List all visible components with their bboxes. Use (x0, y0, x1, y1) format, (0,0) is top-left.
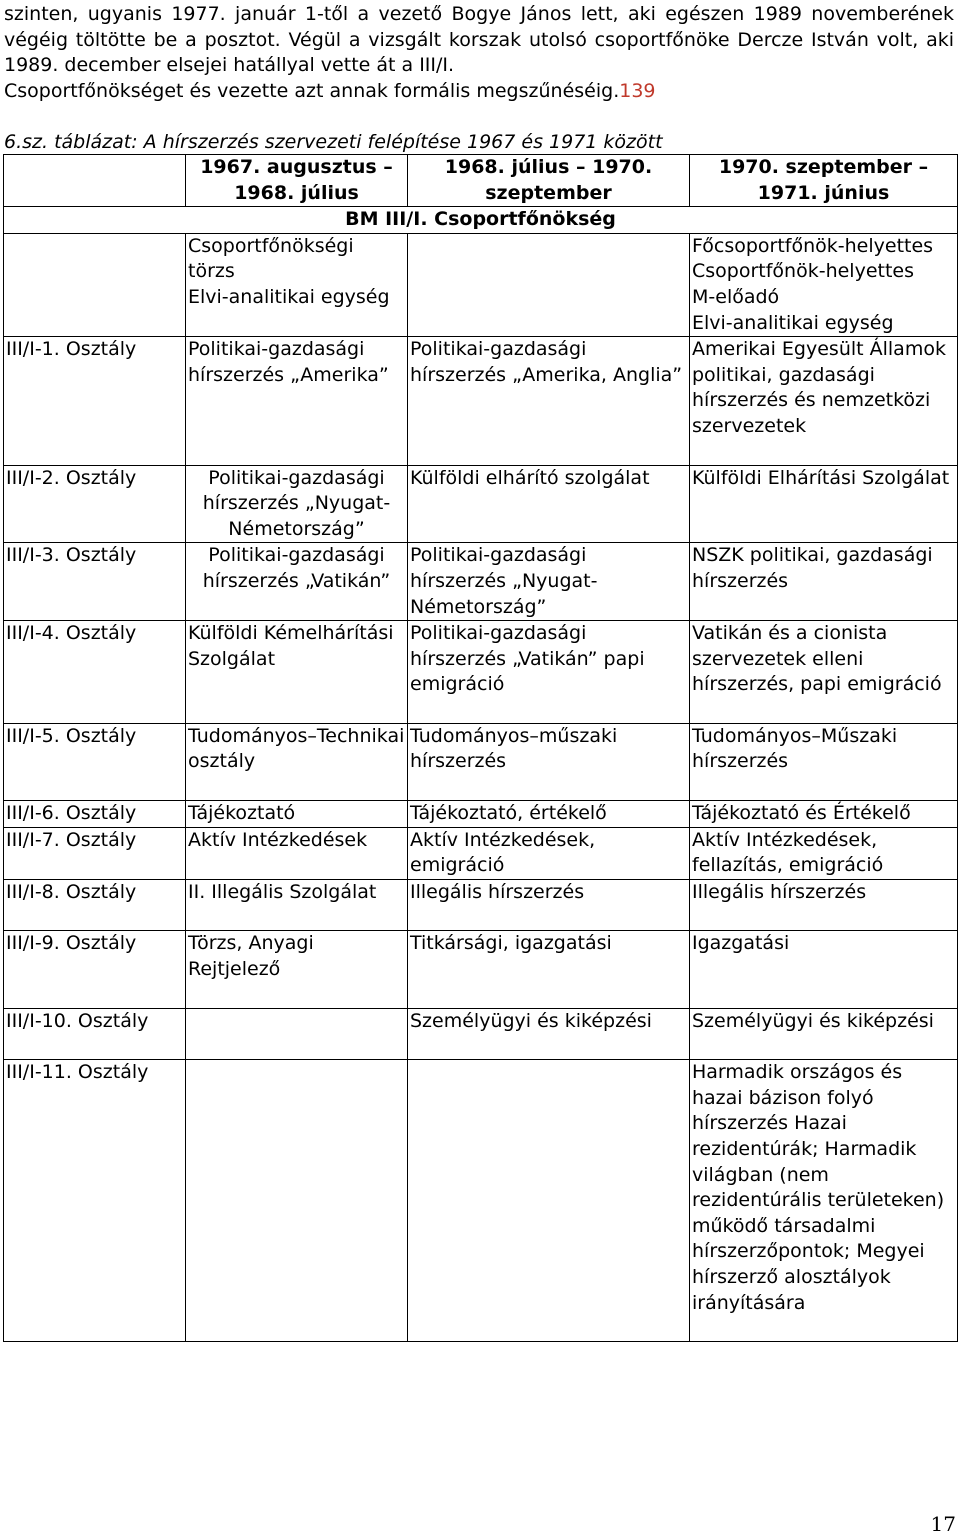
cell-period-1: Politikai-gazdasági hírszerzés „Nyugat-Németország” (186, 465, 408, 543)
unit-name: III/I-7. Osztály (4, 827, 186, 879)
cell-text: Tudományos–Technikai osztály (188, 724, 405, 773)
cell-text: Harmadik országos és hazai bázison folyó hírszerzés Hazai rezidentúrák; Harmadik világban (nem rezidentúrális területeken) működő társadalmi hírszerzőpontok; Megyei hírszerző alosztályok irányítására (692, 1061, 945, 1314)
cell-period-2: Külföldi elhárító szolgálat (408, 465, 690, 543)
unit-name: III/I-2. Osztály (4, 465, 186, 543)
cell-period-3: Tudományos–Műszaki hírszerzés (690, 723, 958, 800)
header-period-3: 1970. szeptember – 1971. június (690, 155, 958, 207)
intro-line-2-text: Csoportfőnökséget és vezette azt annak formális megszűnéséig. (4, 79, 620, 102)
unit-name: III/I-5. Osztály (4, 723, 186, 800)
spacer (692, 698, 955, 723)
cell-period-2: Személyügyi és kiképzési (408, 1008, 690, 1060)
header-period-2: 1968. július – 1970. szeptember (408, 155, 690, 207)
table-caption: 6.sz. táblázat: A hírszerzés szervezeti felépítése 1967 és 1971 között (4, 131, 663, 153)
cell-period-1 (186, 931, 408, 1008)
cell-text: Amerikai Egyesült Államok politikai, gazdasági hírszerzés és nemzetközi szervezetek (692, 338, 946, 437)
cell-period-1: Politikai-gazdasági hírszerzés „Amerika” (186, 337, 408, 465)
cell-period-2: Titkársági, igazgatási (408, 931, 690, 1008)
unit-name: III/I-10. Osztály (4, 1008, 186, 1060)
cell-text: Törzs, Anyagi Rejtjelező (188, 932, 314, 981)
table-row (4, 1008, 958, 1060)
cell-period-1 (186, 543, 408, 621)
unit-name: III/I-9. Osztály (4, 931, 186, 1008)
spacer (188, 983, 405, 1008)
table-row (4, 801, 958, 828)
table-row (4, 337, 958, 465)
cell-period-1 (186, 723, 408, 800)
header-corner (4, 155, 186, 207)
unit-name: III/I-3. Osztály (4, 543, 186, 621)
cell-period-2: Aktív Intézkedések, emigráció (408, 827, 690, 879)
staff-item: Elvi-analitikai egység (692, 311, 894, 334)
staff-col-3 (690, 233, 958, 336)
table-row (4, 543, 958, 621)
table-header-row (4, 155, 958, 207)
cell-text: Politikai-gazdasági hírszerzés „Vatikán” (202, 544, 391, 592)
table-row (4, 1060, 958, 1342)
cell-period-1: Tájékoztató (186, 801, 408, 828)
cell-period-1 (186, 1060, 408, 1342)
cell-period-3 (690, 879, 958, 931)
cell-period-3 (690, 337, 958, 465)
staff-item: Csoportfőnökségi törzs (188, 234, 354, 283)
cell-period-3: NSZK politikai, gazdasági hírszerzés (690, 543, 958, 621)
cell-period-1: Aktív Intézkedések (186, 827, 408, 879)
cell-period-3: Tájékoztató és Értékelő (690, 801, 958, 828)
cell-period-3: Aktív Intézkedések, fellazítás, emigráció (690, 827, 958, 879)
cell-period-1: Külföldi Kémelhárítási Szolgálat (186, 621, 408, 724)
spacer (692, 905, 955, 930)
table-row (4, 879, 958, 931)
unit-name: III/I-11. Osztály (4, 1060, 186, 1342)
table-row (4, 465, 958, 543)
cell-period-3 (690, 1060, 958, 1342)
table-row (4, 827, 958, 879)
cell-period-2: Politikai-gazdasági hírszerzés „Vatikán” papi emigráció (408, 621, 690, 724)
unit-name: III/I-8. Osztály (4, 879, 186, 931)
table-row (4, 621, 958, 724)
unit-name: III/I-1. Osztály (4, 337, 186, 465)
unit-name: III/I-4. Osztály (4, 621, 186, 724)
intro-line-1: szinten, ugyanis 1977. január 1-től a vezető Bogye János lett, aki egészen 1989 novemberének végéig töltötte be a posztot. Végül a vizsgált korszak utolsó csoportfőnöke Dercze István volt, aki 1989. december elsejei hatállyal vette át a III/I. (4, 3, 954, 76)
table-row (4, 723, 958, 800)
spacer (692, 440, 955, 465)
spacer (188, 595, 405, 620)
staff-item: Csoportfőnök-helyettes (692, 260, 915, 283)
table-row (4, 931, 958, 1008)
cell-period-2: Politikai-gazdasági hírszerzés „Amerika, Anglia” (408, 337, 690, 465)
unit-name: III/I-6. Osztály (4, 801, 186, 828)
group-header: BM III/I. Csoportfőnökség (4, 207, 958, 234)
cell-text: Személyügyi és kiképzési (692, 1009, 934, 1032)
cell-period-2: Tudományos–műszaki hírszerzés (408, 723, 690, 800)
cell-period-2: Politikai-gazdasági hírszerzés „Nyugat-Németország” (408, 543, 690, 621)
staff-item: Főcsoportfőnök-helyettes (692, 234, 934, 257)
staff-item: M-előadó (692, 285, 780, 308)
spacer (692, 1034, 955, 1059)
staff-row-label (4, 233, 186, 336)
staff-col-1 (186, 233, 408, 336)
cell-period-2 (408, 1060, 690, 1342)
cell-text: Vatikán és a cionista szervezetek elleni hírszerzés, papi emigráció (692, 622, 942, 696)
cell-period-2: Tájékoztató, értékelő (408, 801, 690, 828)
cell-period-2: Illegális hírszerzés (408, 879, 690, 931)
staff-item: Elvi-analitikai egység (188, 285, 390, 308)
intro-paragraph (4, 2, 954, 104)
footnote-reference[interactable]: 139 (619, 79, 656, 102)
staff-col-2 (408, 233, 690, 336)
staff-row (4, 233, 958, 336)
spacer (188, 775, 405, 800)
spacer (692, 1316, 955, 1341)
group-header-row (4, 207, 958, 234)
cell-text: Illegális hírszerzés (692, 880, 867, 903)
cell-period-3 (690, 1008, 958, 1060)
header-period-1: 1967. augusztus – 1968. július (186, 155, 408, 207)
intro-line-2 (4, 79, 954, 105)
cell-period-1: II. Illegális Szolgálat (186, 879, 408, 931)
organization-table (3, 154, 958, 1342)
cell-period-3 (690, 621, 958, 724)
cell-period-1 (186, 1008, 408, 1060)
cell-period-3: Külföldi Elhárítási Szolgálat (690, 465, 958, 543)
cell-period-3: Igazgatási (690, 931, 958, 1008)
page-number: 17 (930, 1512, 956, 1536)
